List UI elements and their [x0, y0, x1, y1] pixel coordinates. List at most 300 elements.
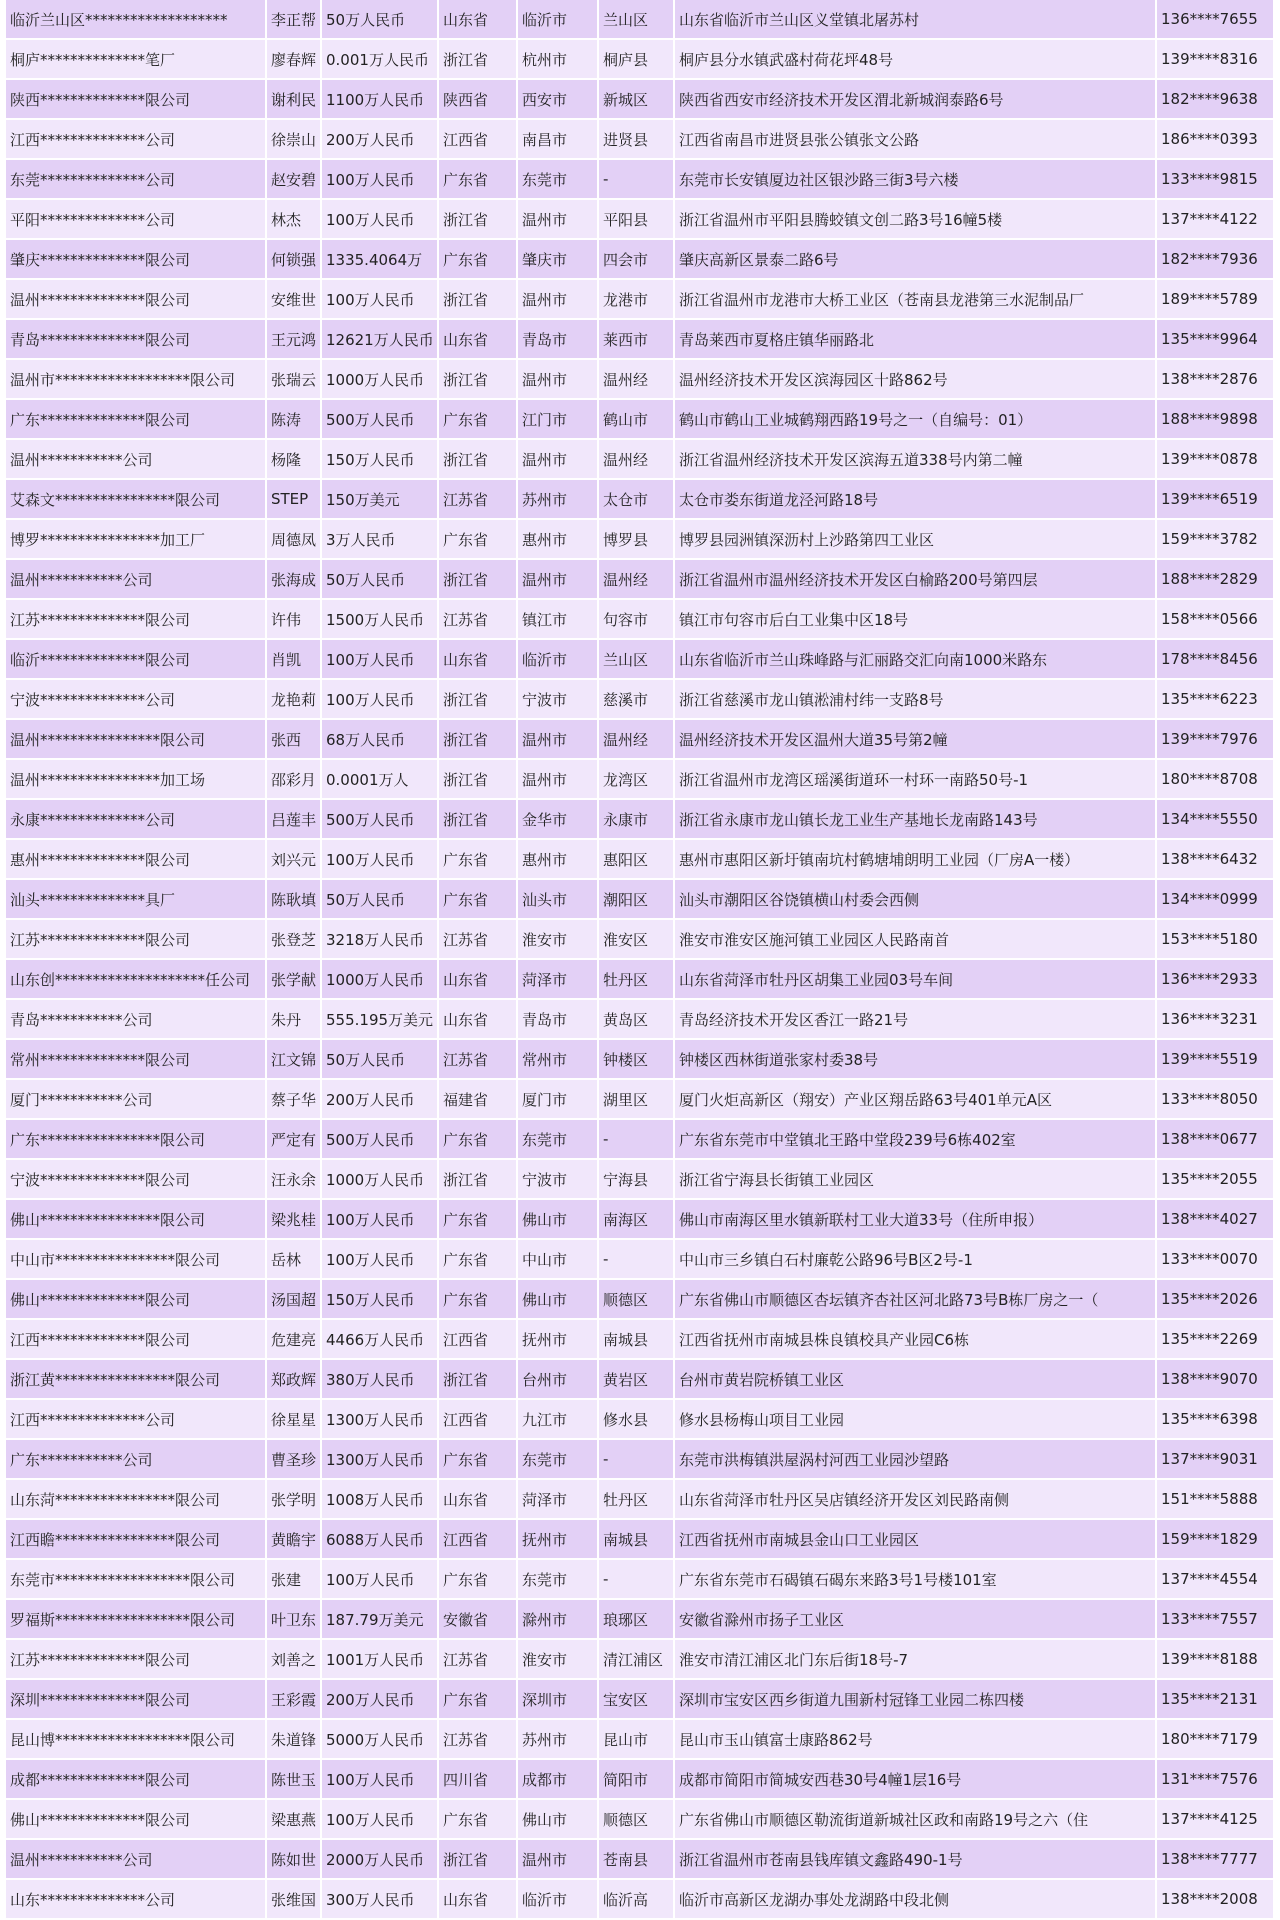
district-cell: 顺德区: [598, 1799, 674, 1839]
registered-capital-cell: 100万人民币: [321, 1199, 438, 1239]
registered-capital-cell: 100万人民币: [321, 839, 438, 879]
table-row: [6, 879, 1274, 919]
company-name-cell: 深圳**************限公司: [6, 1679, 266, 1719]
registered-capital-cell: 200万人民币: [321, 1679, 438, 1719]
legal-rep-cell: 徐崇山: [266, 119, 321, 159]
registered-capital-cell: 1000万人民币: [321, 1159, 438, 1199]
registered-capital-cell: 5000万人民币: [321, 1719, 438, 1759]
city-cell: 佛山市: [517, 1799, 598, 1839]
province-cell: 山东省: [438, 1479, 517, 1519]
legal-rep-cell: 吕莲丰: [266, 799, 321, 839]
district-cell: 牡丹区: [598, 959, 674, 999]
city-cell: 东莞市: [517, 1559, 598, 1599]
district-cell: 简阳市: [598, 1759, 674, 1799]
table-row: [6, 1839, 1274, 1879]
district-cell: 南海区: [598, 1199, 674, 1239]
company-name-cell: 广东**************限公司: [6, 399, 266, 439]
province-cell: 江苏省: [438, 1039, 517, 1079]
phone-cell: 137****4122: [1156, 199, 1274, 239]
legal-rep-cell: 龙艳莉: [266, 679, 321, 719]
province-cell: 江苏省: [438, 1719, 517, 1759]
registered-capital-cell: 150万美元: [321, 479, 438, 519]
phone-cell: 158****0566: [1156, 599, 1274, 639]
table-row: [6, 79, 1274, 119]
phone-cell: 138****6432: [1156, 839, 1274, 879]
registered-capital-cell: 0.0001万人: [321, 759, 438, 799]
company-name-cell: 山东创********************任公司: [6, 959, 266, 999]
district-cell: 黄岩区: [598, 1359, 674, 1399]
table-row: [6, 1639, 1274, 1679]
province-cell: 浙江省: [438, 359, 517, 399]
city-cell: 临沂市: [517, 639, 598, 679]
district-cell: 四会市: [598, 239, 674, 279]
table-row: [6, 479, 1274, 519]
table-row: [6, 319, 1274, 359]
company-name-cell: 临沂兰山区*******************: [6, 0, 266, 39]
phone-cell: 159****1829: [1156, 1519, 1274, 1559]
province-cell: 江苏省: [438, 599, 517, 639]
table-row: [6, 599, 1274, 639]
city-cell: 镇江市: [517, 599, 598, 639]
company-name-cell: 永康**************公司: [6, 799, 266, 839]
company-name-cell: 江西**************公司: [6, 1399, 266, 1439]
legal-rep-cell: 梁兆桂: [266, 1199, 321, 1239]
registered-capital-cell: 100万人民币: [321, 1239, 438, 1279]
table-row: [6, 679, 1274, 719]
address-cell: 中山市三乡镇白石村廉乾公路96号B区2号-1: [674, 1239, 1156, 1279]
registered-capital-cell: 100万人民币: [321, 1559, 438, 1599]
company-name-cell: 温州****************加工场: [6, 759, 266, 799]
district-cell: 温州经: [598, 719, 674, 759]
legal-rep-cell: 李正帮: [266, 0, 321, 39]
legal-rep-cell: 汤国超: [266, 1279, 321, 1319]
company-name-cell: 东莞**************公司: [6, 159, 266, 199]
table-row: [6, 1319, 1274, 1359]
legal-rep-cell: 徐星星: [266, 1399, 321, 1439]
company-table: [6, 0, 1275, 1920]
phone-cell: 139****7976: [1156, 719, 1274, 759]
address-cell: 山东省临沂市兰山区义堂镇北屠苏村: [674, 0, 1156, 39]
company-name-cell: 汕头**************具厂: [6, 879, 266, 919]
city-cell: 肇庆市: [517, 239, 598, 279]
city-cell: 苏州市: [517, 1719, 598, 1759]
province-cell: 浙江省: [438, 1359, 517, 1399]
city-cell: 厦门市: [517, 1079, 598, 1119]
address-cell: 浙江省温州市温州经济技术开发区白榆路200号第四层: [674, 559, 1156, 599]
district-cell: 新城区: [598, 79, 674, 119]
district-cell: 温州经: [598, 359, 674, 399]
table-row: [6, 1879, 1274, 1919]
address-cell: 淮安市淮安区施河镇工业园区人民路南首: [674, 919, 1156, 959]
province-cell: 广东省: [438, 1199, 517, 1239]
province-cell: 安徽省: [438, 1599, 517, 1639]
registered-capital-cell: 6088万人民币: [321, 1519, 438, 1559]
city-cell: 佛山市: [517, 1199, 598, 1239]
district-cell: 琅琊区: [598, 1599, 674, 1639]
city-cell: 九江市: [517, 1399, 598, 1439]
address-cell: 桐庐县分水镇武盛村荷花坪48号: [674, 39, 1156, 79]
phone-cell: 153****5180: [1156, 919, 1274, 959]
province-cell: 广东省: [438, 1239, 517, 1279]
city-cell: 宁波市: [517, 1159, 598, 1199]
company-name-cell: 肇庆**************限公司: [6, 239, 266, 279]
company-name-cell: 博罗****************加工厂: [6, 519, 266, 559]
table-row: [6, 1359, 1274, 1399]
district-cell: 昆山市: [598, 1719, 674, 1759]
city-cell: 苏州市: [517, 479, 598, 519]
company-name-cell: 罗福斯******************限公司: [6, 1599, 266, 1639]
phone-cell: 188****9898: [1156, 399, 1274, 439]
phone-cell: 138****2876: [1156, 359, 1274, 399]
phone-cell: 135****2269: [1156, 1319, 1274, 1359]
company-name-cell: 浙江黄****************限公司: [6, 1359, 266, 1399]
province-cell: 福建省: [438, 1079, 517, 1119]
company-name-cell: 临沂**************限公司: [6, 639, 266, 679]
city-cell: 常州市: [517, 1039, 598, 1079]
table-row: [6, 159, 1274, 199]
address-cell: 安徽省滁州市扬子工业区: [674, 1599, 1156, 1639]
legal-rep-cell: 危建亮: [266, 1319, 321, 1359]
district-cell: 黄岛区: [598, 999, 674, 1039]
registered-capital-cell: 300万人民币: [321, 1879, 438, 1919]
company-name-cell: 惠州**************限公司: [6, 839, 266, 879]
district-cell: 清江浦区: [598, 1639, 674, 1679]
legal-rep-cell: 汪永余: [266, 1159, 321, 1199]
table-row: [6, 1679, 1274, 1719]
province-cell: 广东省: [438, 1119, 517, 1159]
table-row: [6, 1599, 1274, 1639]
province-cell: 山东省: [438, 1879, 517, 1919]
phone-cell: 135****2131: [1156, 1679, 1274, 1719]
address-cell: 临沂市高新区龙湖办事处龙湖路中段北侧: [674, 1879, 1156, 1919]
phone-cell: 188****2829: [1156, 559, 1274, 599]
registered-capital-cell: 68万人民币: [321, 719, 438, 759]
province-cell: 浙江省: [438, 719, 517, 759]
city-cell: 汕头市: [517, 879, 598, 919]
district-cell: 温州经: [598, 559, 674, 599]
district-cell: 桐庐县: [598, 39, 674, 79]
phone-cell: 178****8456: [1156, 639, 1274, 679]
address-cell: 浙江省温州市龙港市大桥工业区（苍南县龙港第三水泥制品厂: [674, 279, 1156, 319]
phone-cell: 138****2008: [1156, 1879, 1274, 1919]
city-cell: 温州市: [517, 559, 598, 599]
phone-cell: 139****8188: [1156, 1639, 1274, 1679]
province-cell: 浙江省: [438, 39, 517, 79]
registered-capital-cell: 1300万人民币: [321, 1439, 438, 1479]
address-cell: 成都市简阳市简城安西巷30号4幢1层16号: [674, 1759, 1156, 1799]
city-cell: 宁波市: [517, 679, 598, 719]
city-cell: 抚州市: [517, 1519, 598, 1559]
registered-capital-cell: 1335.4064万: [321, 239, 438, 279]
company-name-cell: 佛山****************限公司: [6, 1199, 266, 1239]
company-name-cell: 山东**************公司: [6, 1879, 266, 1919]
legal-rep-cell: 何锁强: [266, 239, 321, 279]
registered-capital-cell: 2000万人民币: [321, 1839, 438, 1879]
legal-rep-cell: 廖春辉: [266, 39, 321, 79]
registered-capital-cell: 50万人民币: [321, 1039, 438, 1079]
table-row: [6, 199, 1274, 239]
address-cell: 浙江省温州经济技术开发区滨海五道338号内第二幢: [674, 439, 1156, 479]
district-cell: 顺德区: [598, 1279, 674, 1319]
phone-cell: 139****6519: [1156, 479, 1274, 519]
legal-rep-cell: 梁惠燕: [266, 1799, 321, 1839]
district-cell: 博罗县: [598, 519, 674, 559]
registered-capital-cell: 12621万人民币: [321, 319, 438, 359]
table-row: [6, 519, 1274, 559]
district-cell: -: [598, 1559, 674, 1599]
registered-capital-cell: 500万人民币: [321, 1119, 438, 1159]
table-row: [6, 1479, 1274, 1519]
address-cell: 博罗县园洲镇深沥村上沙路第四工业区: [674, 519, 1156, 559]
district-cell: 温州经: [598, 439, 674, 479]
table-row: [6, 1079, 1274, 1119]
district-cell: 慈溪市: [598, 679, 674, 719]
address-cell: 广东省东莞市石碣镇石碣东来路3号1号楼101室: [674, 1559, 1156, 1599]
company-name-cell: 温州****************限公司: [6, 719, 266, 759]
table-row: [6, 1439, 1274, 1479]
phone-cell: 135****2055: [1156, 1159, 1274, 1199]
table-row: [6, 719, 1274, 759]
company-name-cell: 广东****************限公司: [6, 1119, 266, 1159]
address-cell: 浙江省宁海县长街镇工业园区: [674, 1159, 1156, 1199]
district-cell: 宁海县: [598, 1159, 674, 1199]
city-cell: 青岛市: [517, 999, 598, 1039]
province-cell: 江苏省: [438, 1639, 517, 1679]
registered-capital-cell: 100万人民币: [321, 279, 438, 319]
legal-rep-cell: 叶卫东: [266, 1599, 321, 1639]
city-cell: 中山市: [517, 1239, 598, 1279]
phone-cell: 133****0070: [1156, 1239, 1274, 1279]
table-row: [6, 439, 1274, 479]
address-cell: 深圳市宝安区西乡街道九围新村冠锋工业园二栋四楼: [674, 1679, 1156, 1719]
phone-cell: 139****5519: [1156, 1039, 1274, 1079]
city-cell: 温州市: [517, 279, 598, 319]
city-cell: 青岛市: [517, 319, 598, 359]
district-cell: 龙湾区: [598, 759, 674, 799]
phone-cell: 137****9031: [1156, 1439, 1274, 1479]
district-cell: 苍南县: [598, 1839, 674, 1879]
phone-cell: 136****7655: [1156, 0, 1274, 39]
province-cell: 浙江省: [438, 199, 517, 239]
registered-capital-cell: 100万人民币: [321, 199, 438, 239]
address-cell: 镇江市句容市后白工业集中区18号: [674, 599, 1156, 639]
legal-rep-cell: 张西: [266, 719, 321, 759]
company-name-cell: 广东***********公司: [6, 1439, 266, 1479]
company-name-cell: 青岛***********公司: [6, 999, 266, 1039]
phone-cell: 134****5550: [1156, 799, 1274, 839]
district-cell: 兰山区: [598, 639, 674, 679]
city-cell: 惠州市: [517, 519, 598, 559]
legal-rep-cell: 张学明: [266, 1479, 321, 1519]
district-cell: 进贤县: [598, 119, 674, 159]
table-row: [6, 1199, 1274, 1239]
address-cell: 鹤山市鹤山工业城鹤翔西路19号之一（自编号：01）: [674, 399, 1156, 439]
district-cell: 南城县: [598, 1519, 674, 1559]
city-cell: 菏泽市: [517, 1479, 598, 1519]
address-cell: 钟楼区西林街道张家村委38号: [674, 1039, 1156, 1079]
address-cell: 陕西省西安市经济技术开发区渭北新城润泰路6号: [674, 79, 1156, 119]
registered-capital-cell: 3218万人民币: [321, 919, 438, 959]
registered-capital-cell: 50万人民币: [321, 0, 438, 39]
address-cell: 惠州市惠阳区新圩镇南坑村鹤塘埔朗明工业园（厂房A一楼）: [674, 839, 1156, 879]
district-cell: 龙港市: [598, 279, 674, 319]
city-cell: 临沂市: [517, 0, 598, 39]
district-cell: 兰山区: [598, 0, 674, 39]
registered-capital-cell: 500万人民币: [321, 399, 438, 439]
address-cell: 东莞市长安镇厦边社区银沙路三街3号六楼: [674, 159, 1156, 199]
registered-capital-cell: 1000万人民币: [321, 959, 438, 999]
district-cell: -: [598, 1439, 674, 1479]
table-row: [6, 559, 1274, 599]
phone-cell: 180****7179: [1156, 1719, 1274, 1759]
city-cell: 温州市: [517, 359, 598, 399]
company-name-cell: 江西**************公司: [6, 119, 266, 159]
company-name-cell: 厦门***********公司: [6, 1079, 266, 1119]
district-cell: 修水县: [598, 1399, 674, 1439]
registered-capital-cell: 1008万人民币: [321, 1479, 438, 1519]
phone-cell: 136****2933: [1156, 959, 1274, 999]
province-cell: 山东省: [438, 319, 517, 359]
legal-rep-cell: 蔡子华: [266, 1079, 321, 1119]
city-cell: 西安市: [517, 79, 598, 119]
company-name-cell: 宁波**************限公司: [6, 1159, 266, 1199]
registered-capital-cell: 200万人民币: [321, 1079, 438, 1119]
address-cell: 淮安市清江浦区北门东后街18号-7: [674, 1639, 1156, 1679]
address-cell: 江西省南昌市进贤县张公镇张文公路: [674, 119, 1156, 159]
legal-rep-cell: 杨隆: [266, 439, 321, 479]
phone-cell: 133****8050: [1156, 1079, 1274, 1119]
address-cell: 广东省东莞市中堂镇北王路中堂段239号6栋402室: [674, 1119, 1156, 1159]
company-name-cell: 佛山**************限公司: [6, 1279, 266, 1319]
district-cell: -: [598, 159, 674, 199]
company-name-cell: 江苏**************限公司: [6, 599, 266, 639]
city-cell: 成都市: [517, 1759, 598, 1799]
address-cell: 佛山市南海区里水镇新联村工业大道33号（住所申报）: [674, 1199, 1156, 1239]
table-row: [6, 1759, 1274, 1799]
phone-cell: 138****0677: [1156, 1119, 1274, 1159]
table-row: [6, 1159, 1274, 1199]
address-cell: 浙江省温州市龙湾区瑶溪街道环一村环一南路50号-1: [674, 759, 1156, 799]
company-name-cell: 平阳**************公司: [6, 199, 266, 239]
legal-rep-cell: 赵安碧: [266, 159, 321, 199]
district-cell: 莱西市: [598, 319, 674, 359]
registered-capital-cell: 1100万人民币: [321, 79, 438, 119]
province-cell: 广东省: [438, 839, 517, 879]
table-row: [6, 39, 1274, 79]
company-name-cell: 江西瞻****************限公司: [6, 1519, 266, 1559]
address-cell: 山东省菏泽市牡丹区胡集工业园03号车间: [674, 959, 1156, 999]
province-cell: 江苏省: [438, 919, 517, 959]
registered-capital-cell: 150万人民币: [321, 439, 438, 479]
legal-rep-cell: 曹圣珍: [266, 1439, 321, 1479]
phone-cell: 186****0393: [1156, 119, 1274, 159]
phone-cell: 137****4125: [1156, 1799, 1274, 1839]
phone-cell: 139****8316: [1156, 39, 1274, 79]
province-cell: 浙江省: [438, 559, 517, 599]
province-cell: 江西省: [438, 1399, 517, 1439]
registered-capital-cell: 1000万人民币: [321, 359, 438, 399]
legal-rep-cell: 刘善之: [266, 1639, 321, 1679]
phone-cell: 133****9815: [1156, 159, 1274, 199]
registered-capital-cell: 555.195万美元: [321, 999, 438, 1039]
legal-rep-cell: 林杰: [266, 199, 321, 239]
legal-rep-cell: 周德凤: [266, 519, 321, 559]
city-cell: 临沂市: [517, 1879, 598, 1919]
registered-capital-cell: 100万人民币: [321, 1799, 438, 1839]
phone-cell: 134****0999: [1156, 879, 1274, 919]
registered-capital-cell: 1500万人民币: [321, 599, 438, 639]
district-cell: 潮阳区: [598, 879, 674, 919]
table-row: [6, 1719, 1274, 1759]
city-cell: 菏泽市: [517, 959, 598, 999]
table-row: [6, 999, 1274, 1039]
phone-cell: 138****7777: [1156, 1839, 1274, 1879]
province-cell: 广东省: [438, 1799, 517, 1839]
table-row: [6, 839, 1274, 879]
phone-cell: 133****7557: [1156, 1599, 1274, 1639]
legal-rep-cell: 王彩霞: [266, 1679, 321, 1719]
phone-cell: 135****2026: [1156, 1279, 1274, 1319]
province-cell: 浙江省: [438, 439, 517, 479]
company-name-cell: 江苏**************限公司: [6, 919, 266, 959]
registered-capital-cell: 1300万人民币: [321, 1399, 438, 1439]
address-cell: 浙江省温州市平阳县腾蛟镇文创二路3号16幢5楼: [674, 199, 1156, 239]
district-cell: 宝安区: [598, 1679, 674, 1719]
city-cell: 东莞市: [517, 1119, 598, 1159]
legal-rep-cell: 陈如世: [266, 1839, 321, 1879]
phone-cell: 182****7936: [1156, 239, 1274, 279]
table-row: [6, 119, 1274, 159]
province-cell: 浙江省: [438, 679, 517, 719]
province-cell: 江西省: [438, 1519, 517, 1559]
address-cell: 太仓市娄东街道龙泾河路18号: [674, 479, 1156, 519]
city-cell: 滁州市: [517, 1599, 598, 1639]
district-cell: 永康市: [598, 799, 674, 839]
legal-rep-cell: 朱道锋: [266, 1719, 321, 1759]
table-row: [6, 759, 1274, 799]
registered-capital-cell: 380万人民币: [321, 1359, 438, 1399]
address-cell: 台州市黄岩院桥镇工业区: [674, 1359, 1156, 1399]
phone-cell: 135****9964: [1156, 319, 1274, 359]
legal-rep-cell: 张维国: [266, 1879, 321, 1919]
company-name-cell: 成都**************限公司: [6, 1759, 266, 1799]
legal-rep-cell: 朱丹: [266, 999, 321, 1039]
province-cell: 江苏省: [438, 479, 517, 519]
province-cell: 山东省: [438, 959, 517, 999]
table-row: [6, 1119, 1274, 1159]
district-cell: 句容市: [598, 599, 674, 639]
legal-rep-cell: 岳林: [266, 1239, 321, 1279]
registered-capital-cell: 100万人民币: [321, 159, 438, 199]
address-cell: 山东省菏泽市牡丹区吴店镇经济开发区刘民路南侧: [674, 1479, 1156, 1519]
city-cell: 温州市: [517, 1839, 598, 1879]
table-row: [6, 799, 1274, 839]
registered-capital-cell: 50万人民币: [321, 559, 438, 599]
table-row: [6, 1239, 1274, 1279]
province-cell: 浙江省: [438, 1839, 517, 1879]
city-cell: 淮安市: [517, 919, 598, 959]
legal-rep-cell: 江文锦: [266, 1039, 321, 1079]
address-cell: 江西省抚州市南城县金山口工业园区: [674, 1519, 1156, 1559]
district-cell: -: [598, 1119, 674, 1159]
province-cell: 广东省: [438, 399, 517, 439]
table-row: [6, 0, 1274, 39]
phone-cell: 151****5888: [1156, 1479, 1274, 1519]
company-name-cell: 温州***********公司: [6, 439, 266, 479]
city-cell: 杭州市: [517, 39, 598, 79]
city-cell: 台州市: [517, 1359, 598, 1399]
legal-rep-cell: 张建: [266, 1559, 321, 1599]
